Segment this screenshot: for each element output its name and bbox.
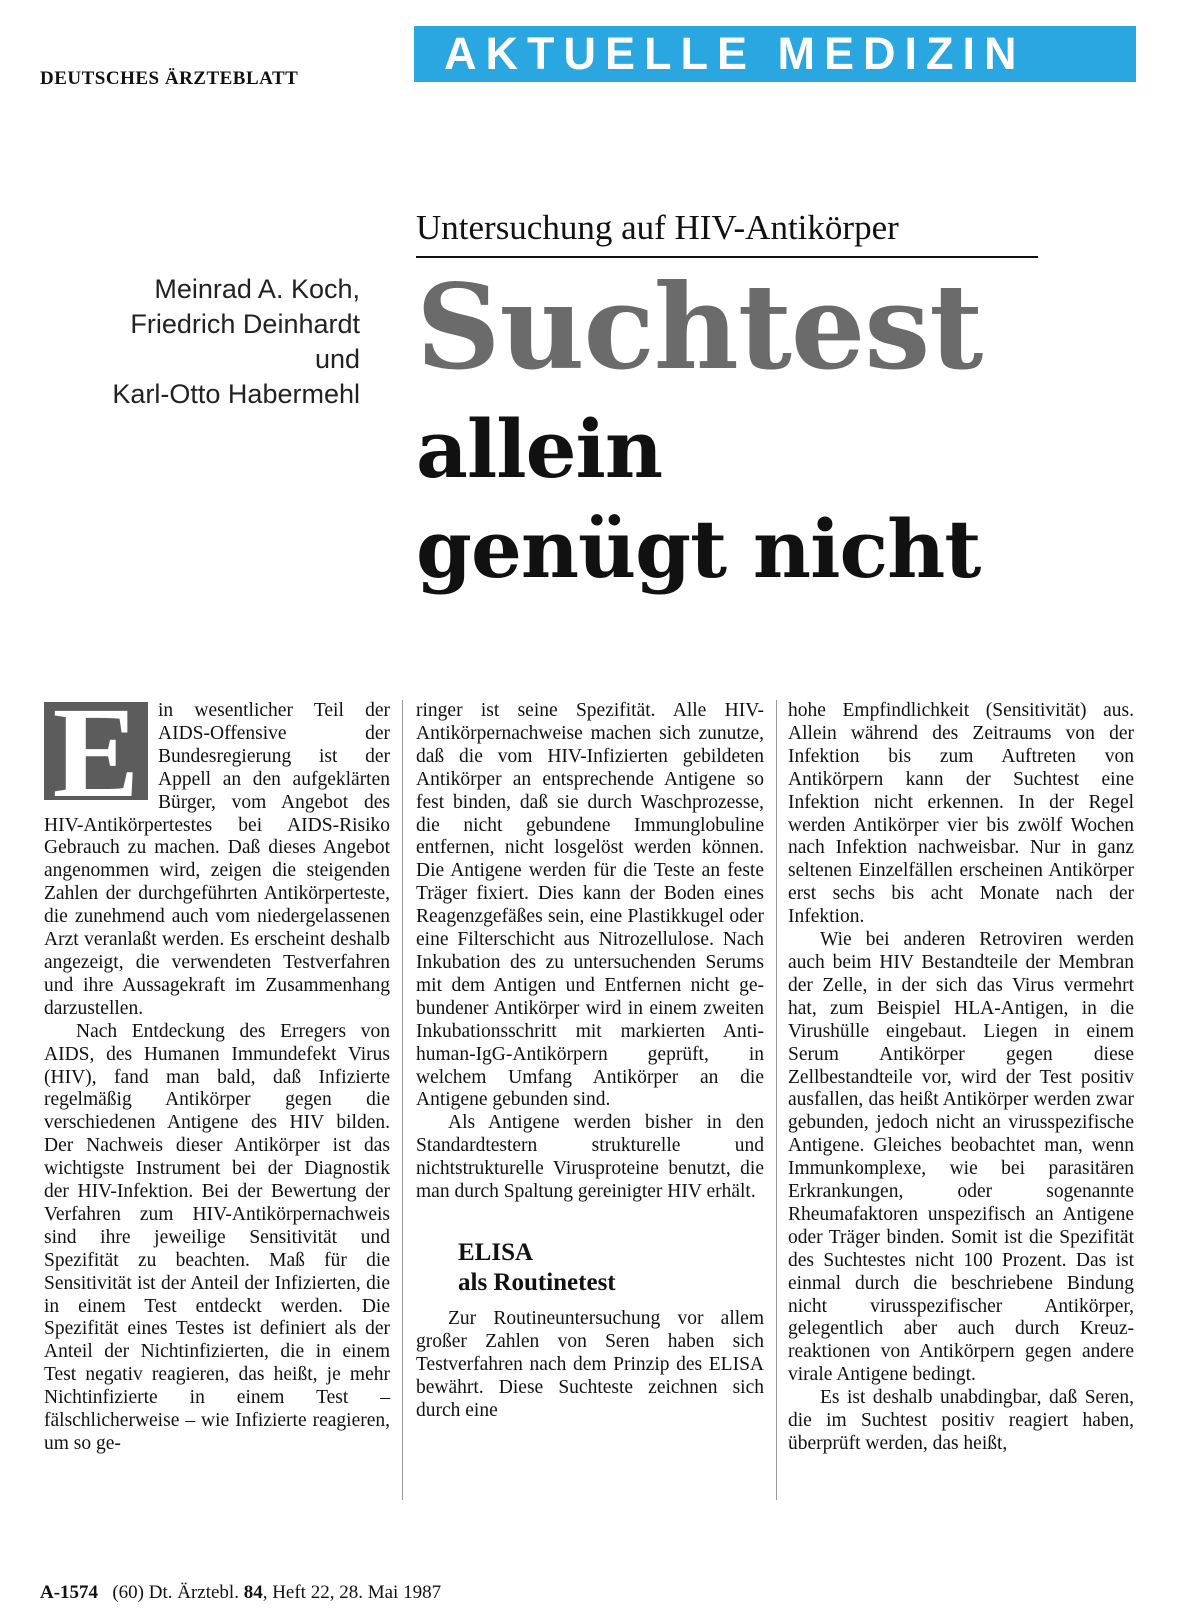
volume-number: 84	[243, 1582, 263, 1603]
author-line: Friedrich Deinhardt	[130, 309, 360, 339]
author-line: Karl-Otto Habermehl	[112, 379, 360, 409]
drop-cap	[44, 681, 148, 825]
column-divider	[402, 700, 403, 1500]
headline-line-2: allein	[416, 402, 663, 496]
paragraph: ringer ist seine Spezifität. Alle HIV-Antikörpernachweise machen sich zunutze, daß die vom HIV-Infizierten gebildeten Antikörper an entsprechende Antigene so fest binden, daß sie durch Waschprozesse, die nicht gebundene Immunglobuline entfernen, nicht losgelöst werden können. Die Antigene werden für die Teste an feste Träger fixiert. Dies kann der Boden eines Reagenzgefäßes sein, eine Plastikkugel oder eine Filterschicht aus Nitrozellulose. Nach Inkubation des zu untersuchenden Serums mit dem Antigen und Entfernen nicht gebundener Antikörper wird in einem zweiten Inkubationsschritt mit markierten Anti-human-IgG-Antikörpern geprüft, in welchem Umfang Antikörper an die Antigene gebunden sind.	[416, 700, 764, 1111]
author-list	[40, 272, 360, 412]
text-column-3	[788, 700, 1134, 1456]
paragraph: hohe Empfindlichkeit (Sensitivität) aus. Allein während des Zeitraums von der Infektion bis zum Auftreten von Antikörpern kann der Suchtest eine Infektion nicht erkennen. In der Regel werden Antikörper vier bis zwölf Wochen nach Infektion nachweisbar. Nur in ganz seltenen Einzelfällen erscheinen Antikörper erst sechs bis acht Monate nach der Infektion.	[788, 700, 1134, 928]
text-column-2	[416, 700, 764, 1422]
page-footer	[40, 1582, 441, 1604]
citation-suffix: , Heft 22, 28. Mai 1987	[262, 1582, 442, 1603]
paragraph: Es ist deshalb unabdingbar, daß Seren, die im Suchtest positiv reagiert haben, überprüft werden, das heißt,	[788, 1387, 1134, 1454]
article-kicker: Untersuchung auf HIV-Antikörper	[416, 208, 899, 247]
headline-line-1: Suchtest	[416, 258, 983, 396]
paragraph: in wesentlicher Teil der AIDS-Offensive der Bundesregierung ist der Appell an den aufgeklärten Bürger, vom Angebot des HIV-Antikörpertestes bei AIDS-Risiko Gebrauch zu machen. Daß dieses Angebot angenommen wird, zeigen die steigenden Zahlen der durchgeführten Antikörperteste, die zunehmend auch vom niedergelassenen Arzt veranlaßt werden. Es erscheint deshalb angezeigt, die verwendeten Testverfahren und ihre Aussagekraft im Zusammenhang darzustellen.	[44, 700, 390, 1019]
text-column-1	[44, 681, 390, 1456]
drop-cap-letter: E	[52, 681, 140, 825]
paragraph: Als Antigene werden bisher in den Standardtestern strukturelle und nichtstrukturelle Virusproteine benutzt, die man durch Spaltung gereinigter HIV erhält.	[416, 1112, 764, 1203]
page-id: A-1574	[40, 1582, 99, 1603]
author-line: Meinrad A. Koch,	[154, 274, 360, 304]
headline-line-3: genügt nicht	[416, 502, 981, 596]
paragraph: Wie bei anderen Retroviren werden auch beim HIV Bestandteile der Membran der Zelle, in der sich das Virus vermehrt hat, zum Beispiel HLA-Antigen, in die Virushülle eingebaut. Liegen in einem Serum Antikörper gegen diese Zellbestandteile vor, wird der Test positiv ausfallen, das heißt Antikörper werden zwar gebunden, jedoch nicht an virusspezifische Antigene. Gleiches beobachtet man, wenn Immunkomplexe, wie bei parasitären Erkrankungen, oder sogenannte Rheumafaktoren unspezifisch an Antigene oder Träger binden. Somit ist die Spezifität des Suchtestes nicht 100 Prozent. Das ist einmal durch die beschriebene Bindung nicht virusspezifischer Antikörper, gelegentlich aber auch durch Kreuzreaktionen von Antikörpern gegen andere virale Antigene bedingt.	[788, 929, 1134, 1386]
section-banner	[414, 26, 1136, 82]
subheading	[458, 1238, 764, 1298]
subheading-line: als Routinetest	[458, 1268, 616, 1296]
citation-prefix: (60) Dt. Ärztebl.	[112, 1582, 239, 1603]
journal-name: DEUTSCHES ÄRZTEBLATT	[40, 68, 299, 89]
subheading-line: ELISA	[458, 1238, 534, 1266]
paragraph: Nach Entdeckung des Erregers von AIDS, des Humanen Immundefekt Virus (HIV), fand man bald, daß Infizierte regelmäßig Antikörper gegen die verschiedenen Antigene des HIV bilden. Der Nachweis dieser Antikörper ist das wichtigste Instrument bei der Diagnostik der HIV-Infektion. Bei der Bewertung der Verfahren zum HIV-Antikörpernachweis sind ihre jeweilige Sensitivität und Spezifität zu beachten. Maß für die Sensitivität ist der Anteil der Infizierten, die in einem Test entdeckt werden. Die Spezifität eines Testes ist definiert als der Anteil der Nichtinfizierten, die in einem Test negativ reagieren, das heißt, je mehr Nichtinfizierte in einem Test – fälschlicherweise – wie Infizierte reagieren, um so ge-	[44, 1020, 390, 1454]
section-title: AKTUELLE MEDIZIN	[444, 28, 1026, 79]
column-divider	[776, 700, 777, 1500]
paragraph: Zur Routineuntersuchung vor allem großer Zahlen von Seren haben sich Testverfahren nach dem Prinzip des ELISA bewährt. Diese Suchteste zeichnen sich durch eine	[416, 1307, 764, 1421]
author-line: und	[314, 344, 360, 374]
